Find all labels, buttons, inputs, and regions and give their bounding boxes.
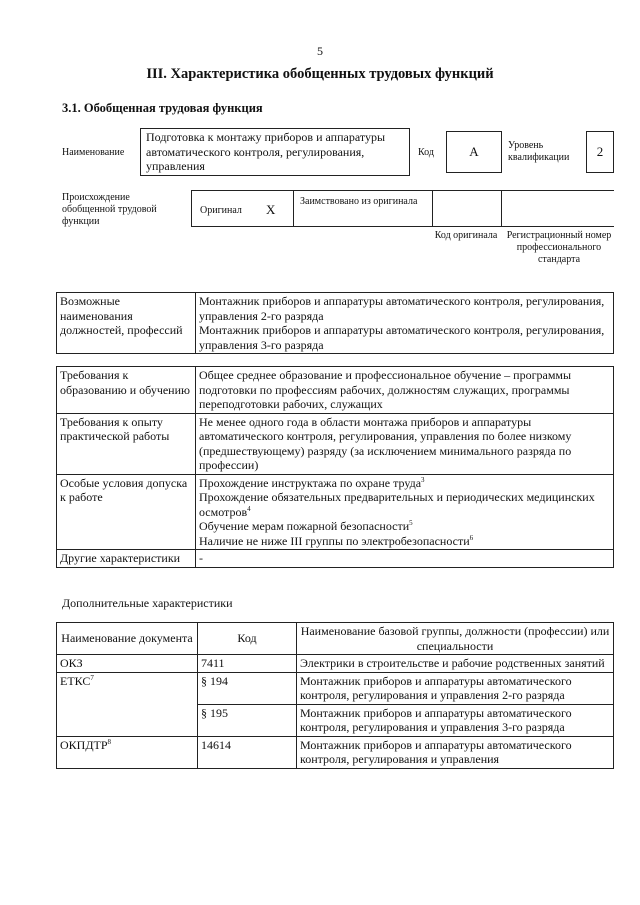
positions-label: Возможные наименования должностей, профессий [57, 293, 196, 354]
additional-table [56, 622, 614, 769]
column-header: Наименование документа [57, 623, 198, 655]
name-cell: Электрики в строительстве и рабочие родственных занятий [297, 655, 614, 673]
table-row [57, 293, 614, 354]
table-row [57, 550, 614, 568]
code-value: А [446, 131, 502, 173]
name-value: Подготовка к монтажу приборов и аппаратуры автоматического контроля, регулирования, управления [140, 128, 410, 176]
level-label: Уровень квалификации [508, 140, 570, 163]
footnote-ref: 7 [90, 673, 94, 682]
footnote-ref: 5 [409, 519, 413, 527]
origin-divider [501, 191, 502, 226]
table-header-row [57, 623, 614, 655]
origin-frame [191, 190, 614, 227]
table-row [57, 736, 614, 768]
caption-code-original: Код оригинала [434, 230, 498, 241]
doc-name: ОКПДТР [60, 737, 108, 752]
table-row [57, 672, 614, 704]
requirement-value: Общее среднее образование и профессиональное обучение – программы подготовки по профессиям рабочих, должностям служащих, программы переподготовки рабочих, служащих [196, 367, 614, 414]
table-row [57, 367, 614, 414]
condition-text: Прохождение обязательных предварительных и периодических медицинских осмотров [199, 490, 595, 519]
origin-label: Происхождение обобщенной трудовой функции [62, 192, 157, 227]
borrowed-label: Заимствовано из оригинала [300, 196, 418, 207]
footnote-ref: 4 [247, 504, 251, 513]
footnote-ref: 8 [107, 737, 112, 746]
code-cell: § 194 [198, 672, 297, 704]
caption-registration-number: Регистрационный номер профессионального стандарта [506, 230, 612, 265]
additional-title: Дополнительные характеристики [62, 596, 233, 610]
condition-line [199, 490, 610, 519]
origin-divider [293, 191, 294, 226]
table-row [57, 474, 614, 550]
original-label: Оригинал [200, 205, 242, 216]
condition-line [199, 534, 610, 549]
requirement-label: Особые условия допуска к работе [57, 474, 196, 550]
code-cell: 7411 [198, 655, 297, 673]
doc-cell [57, 655, 198, 673]
original-mark: X [266, 202, 276, 217]
doc-name: ЕТКС [60, 673, 91, 688]
doc-cell [57, 736, 198, 768]
condition-text: Обучение мерам пожарной безопасности [199, 519, 410, 533]
column-header: Наименование базовой группы, должности (профессии) или специальности [297, 623, 614, 655]
section-title: III. Характеристика обобщенных трудовых функций [146, 66, 494, 82]
requirement-value-list [196, 474, 614, 550]
table-row [57, 413, 614, 474]
condition-text: Наличие не ниже III группы по электробезопасности [199, 533, 470, 548]
footnote-ref: 3 [421, 475, 425, 484]
position-line: Монтажник приборов и аппаратуры автоматического контроля, регулирования, управления 3-го разряда [199, 323, 605, 352]
name-label: Наименование [62, 147, 125, 158]
requirement-label: Требования к образованию и обучению [57, 367, 196, 414]
name-cell: Монтажник приборов и аппаратуры автоматического контроля, регулирования и управления [297, 736, 614, 768]
code-label: Код [418, 147, 434, 158]
requirement-label: Требования к опыту практической работы [57, 413, 196, 474]
code-cell: 14614 [198, 736, 297, 768]
requirement-value: Не менее одного года в области монтажа приборов и аппаратуры автоматического контроля, регулирования, управления по более низкому (предшествующему) разряду (за исключением минимального разряда по профессии) [196, 413, 614, 474]
requirement-value: - [196, 550, 614, 568]
condition-text: Прохождение инструктажа по охране труда [199, 475, 422, 490]
level-value: 2 [586, 131, 614, 173]
name-cell: Монтажник приборов и аппаратуры автоматического контроля, регулирования и управления 2-го разряда [297, 672, 614, 704]
footnote-ref: 6 [469, 533, 474, 542]
position-line: Монтажник приборов и аппаратуры автоматического контроля, регулирования, управления 2-го разряда [199, 294, 605, 323]
positions-table [56, 292, 614, 354]
requirements-table [56, 366, 614, 568]
doc-name: ОКЗ [60, 656, 83, 670]
column-header: Код [198, 623, 297, 655]
subsection-title: 3.1. Обобщенная трудовая функция [62, 101, 263, 115]
code-cell: § 195 [198, 704, 297, 736]
condition-line [199, 519, 610, 534]
name-cell: Монтажник приборов и аппаратуры автоматического контроля, регулирования и управления 3-го разряда [297, 704, 614, 736]
doc-cell [57, 672, 198, 736]
condition-line [199, 476, 610, 491]
page-number: 5 [317, 44, 323, 58]
table-row [57, 655, 614, 673]
positions-cell [196, 293, 614, 354]
requirement-label: Другие характеристики [57, 550, 196, 568]
origin-divider [432, 191, 433, 226]
